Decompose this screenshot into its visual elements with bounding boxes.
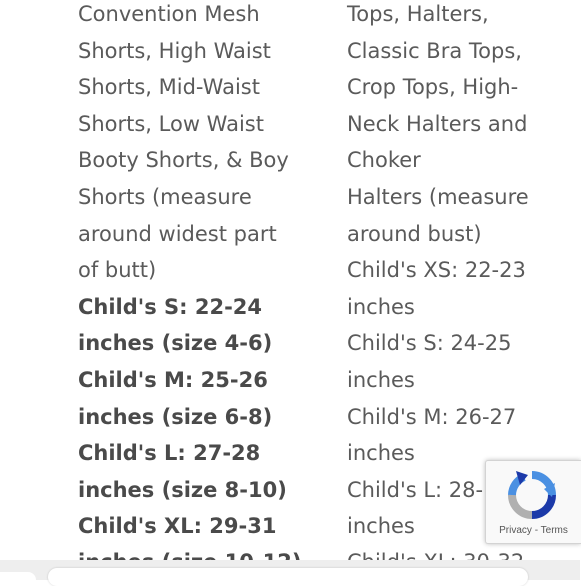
size-line: Child's L: 27-28 bbox=[78, 441, 261, 466]
text-line: Convention Mesh bbox=[78, 2, 260, 26]
size-line: Child's M: 25-26 bbox=[78, 367, 268, 392]
text-line: Shorts, Mid-Waist bbox=[78, 75, 260, 100]
size-line: inches (size 8-10) bbox=[78, 477, 287, 502]
text-line: Halters (measure bbox=[347, 184, 529, 209]
size-line: Child's S: 22-24 bbox=[78, 294, 263, 319]
text-line: Shorts, High Waist bbox=[78, 38, 271, 63]
text-line: Shorts, Low Waist bbox=[78, 111, 264, 136]
text-line: Child's S: 24-25 bbox=[347, 331, 512, 356]
text-line: around bust) bbox=[347, 221, 482, 246]
bottom-browser-bar bbox=[0, 560, 580, 580]
text-line: around widest part bbox=[78, 221, 277, 246]
text-line: inches bbox=[347, 441, 415, 466]
privacy-link[interactable]: Privacy bbox=[499, 525, 532, 536]
text-line: Classic Bra Tops, bbox=[347, 38, 522, 63]
address-bar[interactable] bbox=[48, 568, 528, 586]
terms-link[interactable]: Terms bbox=[540, 525, 568, 536]
text-line: Booty Shorts, & Boy bbox=[78, 148, 289, 173]
text-line: Neck Halters and bbox=[347, 111, 528, 136]
size-line: Child's XL: 29-31 bbox=[78, 514, 277, 539]
tab-edge[interactable] bbox=[0, 572, 36, 584]
text-line: Child's M: 26-27 bbox=[347, 404, 517, 429]
text-line: inches bbox=[347, 294, 415, 319]
recaptcha-links bbox=[486, 525, 581, 536]
text-line: Shorts (measure bbox=[78, 184, 252, 209]
text-line: Tops, Halters, bbox=[347, 2, 489, 26]
text-line: Child's L: 28- bbox=[347, 477, 484, 502]
text-line: of butt) bbox=[78, 258, 157, 283]
left-size-column bbox=[78, 0, 318, 545]
text-line: Crop Tops, High- bbox=[347, 75, 519, 100]
recaptcha-icon bbox=[506, 469, 558, 521]
link-separator: - bbox=[531, 525, 541, 536]
recaptcha-badge[interactable] bbox=[485, 460, 581, 544]
text-line: inches bbox=[347, 514, 415, 539]
size-line: inches (size 6-8) bbox=[78, 404, 273, 429]
text-line: Child's XS: 22-23 bbox=[347, 258, 526, 283]
text-line: inches bbox=[347, 367, 415, 392]
text-line: Choker bbox=[347, 148, 421, 173]
size-line: inches (size 4-6) bbox=[78, 331, 273, 356]
